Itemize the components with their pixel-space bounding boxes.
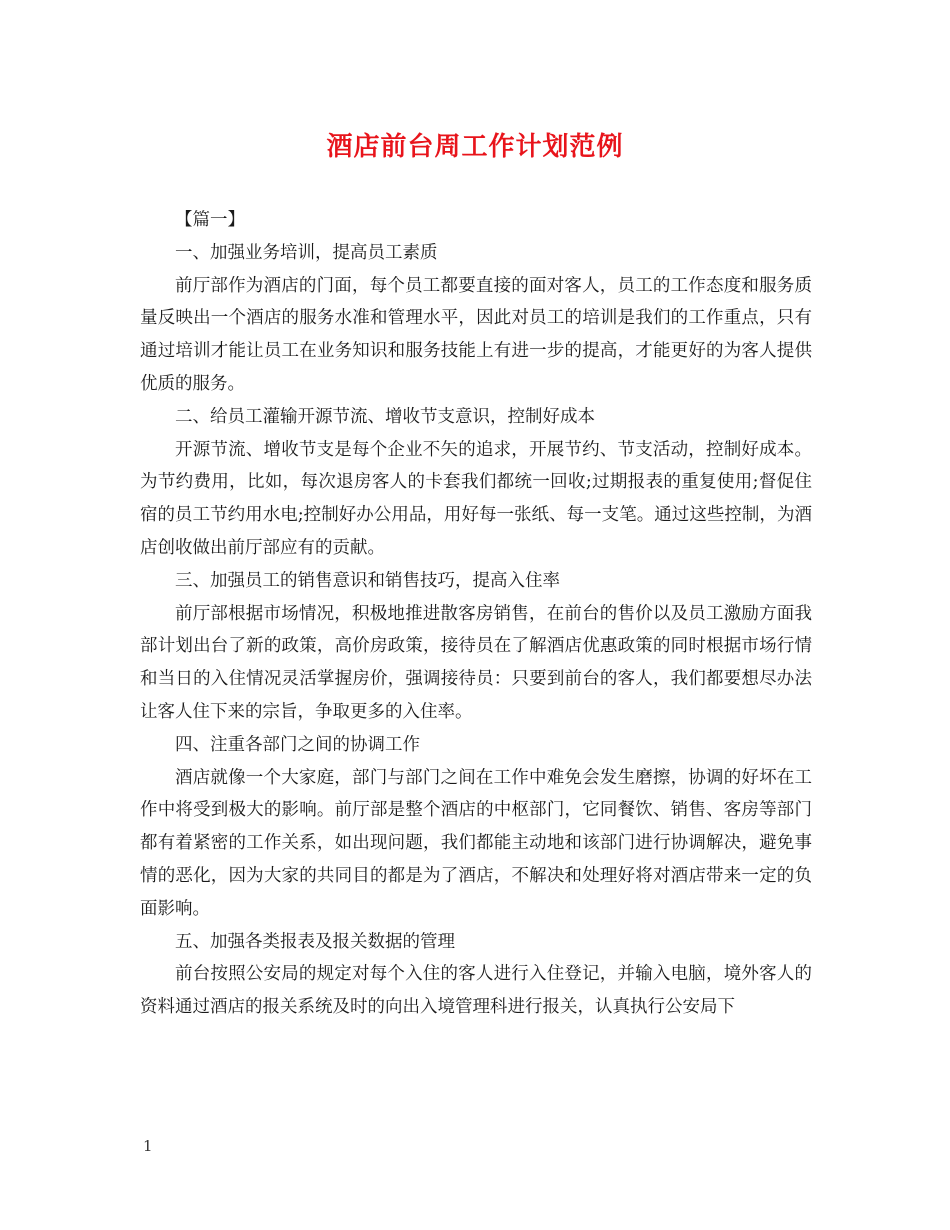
body-paragraph-4: 酒店就像一个大家庭，部门与部门之间在工作中难免会发生磨擦，协调的好坏在工作中将受到极大的影响。前厅部是整个酒店的中枢部门，它同餐饮、销售、客房等部门都有着紧密的工作关系，如出现问题，我们都能主动地和该部门进行协调解决，避免事情的恶化，因为大家的共同目的都是为了酒店，不解决和处理好将对酒店带来一定的负面影响。 [140, 767, 812, 919]
body-paragraph-2: 开源节流、增收节支是每个企业不矢的追求，开展节约、节支活动，控制好成本。为节约费用，比如，每次退房客人的卡套我们都统一回收;过期报表的重复使用;督促住宿的员工节约用水电;控制好办公用品，用好每一张纸、每一支笔。通过这些控制，为酒店创收做出前厅部应有的贡献。 [140, 439, 812, 558]
document-body [140, 204, 812, 1024]
section-heading-1: 一、加强业务培训，提高员工素质 [175, 242, 438, 263]
section-heading-3: 三、加强员工的销售意识和销售技巧，提高入住率 [175, 570, 560, 591]
section-heading-4: 四、注重各部门之间的协调工作 [175, 734, 420, 755]
body-paragraph-5: 前台按照公安局的规定对每个入住的客人进行入住登记，并输入电脑，境外客人的资料通过酒店的报关系统及时的向出入境管理科进行报关，认真执行公安局下 [140, 964, 812, 1018]
document-title: 酒店前台周工作计划范例 [326, 132, 624, 162]
body-paragraph-3: 前厅部根据市场情况，积极地推进散客房销售，在前台的售价以及员工激励方面我部计划出台了新的政策，高价房政策，接待员在了解酒店优惠政策的同时根据市场行情和当日的入住情况灵活掌握房价，强调接待员：只要到前台的客人，我们都要想尽办法让客人住下来的宗旨，争取更多的入住率。 [140, 603, 812, 722]
page-number: 1 [143, 1137, 153, 1155]
section-heading-2: 二、给员工灌输开源节流、增收节支意识，控制好成本 [175, 406, 595, 427]
body-paragraph-1: 前厅部作为酒店的门面，每个员工都要直接的面对客人，员工的工作态度和服务质量反映出一个酒店的服务水准和管理水平，因此对员工的培训是我们的工作重点，只有通过培训才能让员工在业务知识和服务技能上有进一步的提高，才能更好的为客人提供优质的服务。 [140, 275, 812, 394]
section-label: 【篇一】 [175, 210, 245, 230]
section-heading-5: 五、加强各类报表及报关数据的管理 [175, 931, 455, 952]
